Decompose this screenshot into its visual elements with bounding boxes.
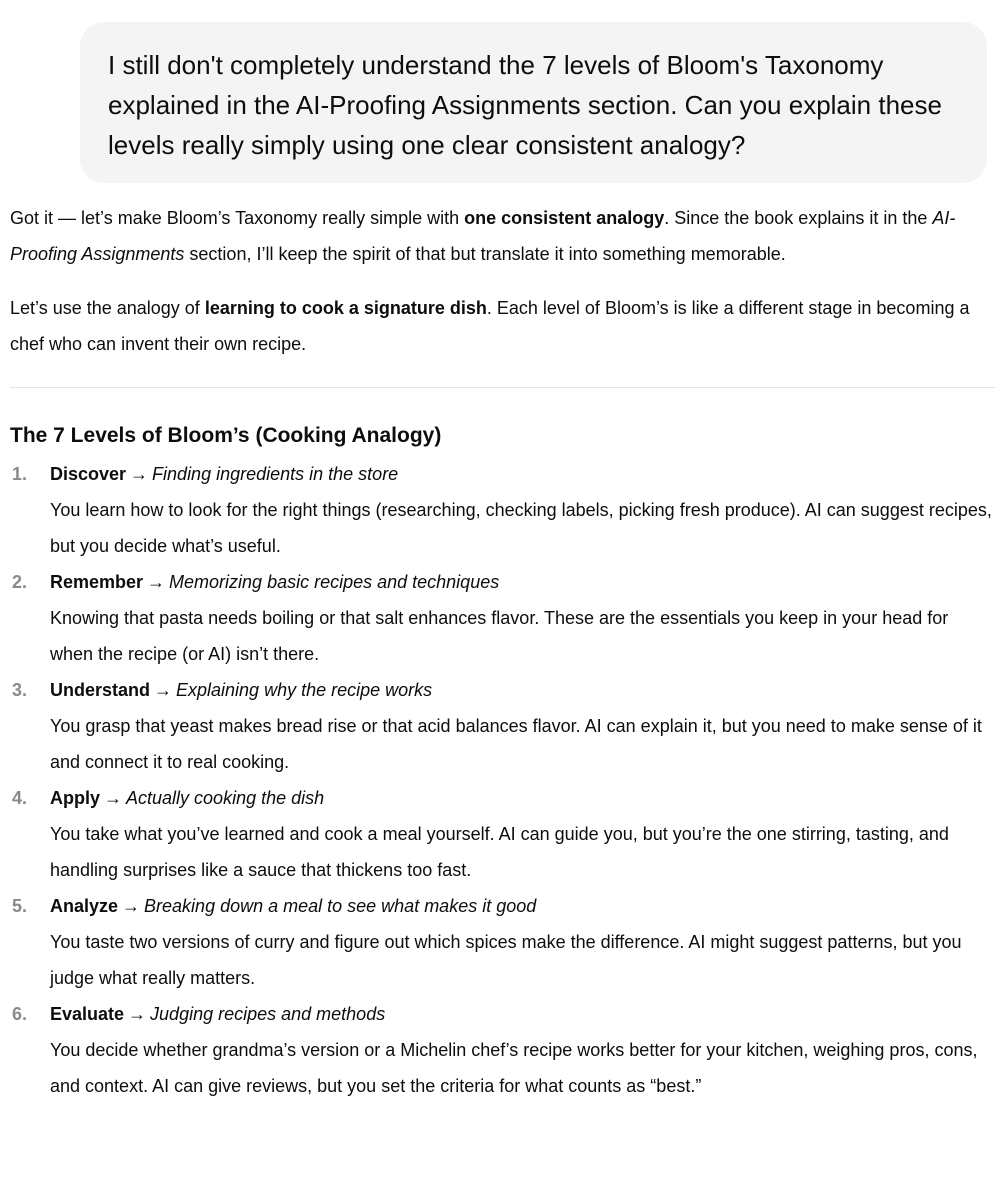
- level-name: Understand: [50, 680, 151, 700]
- level-heading: [50, 888, 995, 924]
- intro-text: Let’s use the analogy of: [10, 298, 205, 318]
- level-description: You decide whether grandma’s version or a Michelin chef’s recipe works better for your kitchen, weighing pros, cons, and context. AI can give reviews, but you set the criteria for what counts as “best.”: [50, 1040, 978, 1096]
- level-item: [10, 780, 995, 888]
- intro-text: section, I’ll keep the spirit of that but translate it into something memorable.: [184, 244, 786, 264]
- level-item: [10, 564, 995, 672]
- level-heading: [50, 780, 995, 816]
- level-name: Remember: [50, 572, 144, 592]
- arrow-icon: →: [130, 464, 149, 484]
- level-description: You take what you’ve learned and cook a meal yourself. AI can guide you, but you’re the one stirring, tasting, and handling surprises like a sauce that thickens too fast.: [50, 824, 949, 880]
- book-section-name: AI-Proofing Assignments: [10, 208, 956, 264]
- level-item: [10, 888, 995, 996]
- level-item: [10, 672, 995, 780]
- arrow-icon: →: [128, 1004, 147, 1024]
- level-number: 2.: [12, 572, 28, 592]
- level-description: You learn how to look for the right things (researching, checking labels, picking fresh produce). AI can suggest recipes, but you decide what’s useful.: [50, 500, 992, 556]
- level-number: 5.: [12, 896, 28, 916]
- level-heading: [50, 564, 995, 600]
- arrow-icon: →: [122, 896, 141, 916]
- level-analogy: Breaking down a meal to see what makes it good: [144, 896, 537, 916]
- level-analogy: Memorizing basic recipes and techniques: [169, 572, 500, 592]
- level-analogy: Explaining why the recipe works: [176, 680, 433, 700]
- level-name: Evaluate: [50, 1004, 125, 1024]
- level-description: You grasp that yeast makes bread rise or that acid balances flavor. AI can explain it, but you need to make sense of it and connect it to real cooking.: [50, 716, 982, 772]
- level-name: Discover: [50, 464, 127, 484]
- level-heading: [50, 672, 995, 708]
- level-heading: [50, 456, 995, 492]
- intro-text: . Each level of Bloom’s is like a different stage in becoming a chef who can invent their own recipe.: [10, 298, 970, 354]
- level-analogy: Finding ingredients in the store: [152, 464, 399, 484]
- level-heading: [50, 996, 995, 1032]
- level-description: You taste two versions of curry and figure out which spices make the difference. AI might suggest patterns, but you judge what really matters.: [50, 932, 962, 988]
- level-analogy: Actually cooking the dish: [126, 788, 325, 808]
- user-message-text: I still don't completely understand the 7 levels of Bloom's Taxonomy explained in the AI-Proofing Assignments section. Can you explain these levels really simply using one clear consistent analogy?: [108, 50, 942, 160]
- intro-paragraph-1: [10, 200, 995, 272]
- arrow-icon: →: [154, 680, 173, 700]
- arrow-icon: →: [104, 788, 123, 808]
- level-number: 3.: [12, 680, 28, 700]
- intro-paragraph-2: [10, 290, 995, 362]
- arrow-icon: →: [147, 572, 166, 592]
- level-item: [10, 456, 995, 564]
- level-item: [10, 996, 995, 1104]
- level-analogy: Judging recipes and methods: [150, 1004, 386, 1024]
- section-heading: The 7 Levels of Bloom’s (Cooking Analogy): [10, 424, 442, 447]
- level-name: Apply: [50, 788, 101, 808]
- intro-text: . Since the book explains it in the: [664, 208, 933, 228]
- emphasis-text: one consistent analogy: [464, 208, 665, 228]
- level-number: 4.: [12, 788, 28, 808]
- levels-list: [10, 456, 995, 1104]
- emphasis-text: learning to cook a signature dish: [204, 298, 487, 318]
- section-divider: [10, 387, 995, 388]
- assistant-response: [10, 200, 995, 1104]
- level-number: 6.: [12, 1004, 28, 1024]
- level-description: Knowing that pasta needs boiling or that salt enhances flavor. These are the essentials you keep in your head for when the recipe (or AI) isn’t there.: [50, 608, 949, 664]
- level-number: 1.: [12, 464, 28, 484]
- intro-text: Got it — let’s make Bloom’s Taxonomy really simple with: [10, 208, 465, 228]
- level-name: Analyze: [50, 896, 119, 916]
- user-message-bubble: [80, 22, 987, 183]
